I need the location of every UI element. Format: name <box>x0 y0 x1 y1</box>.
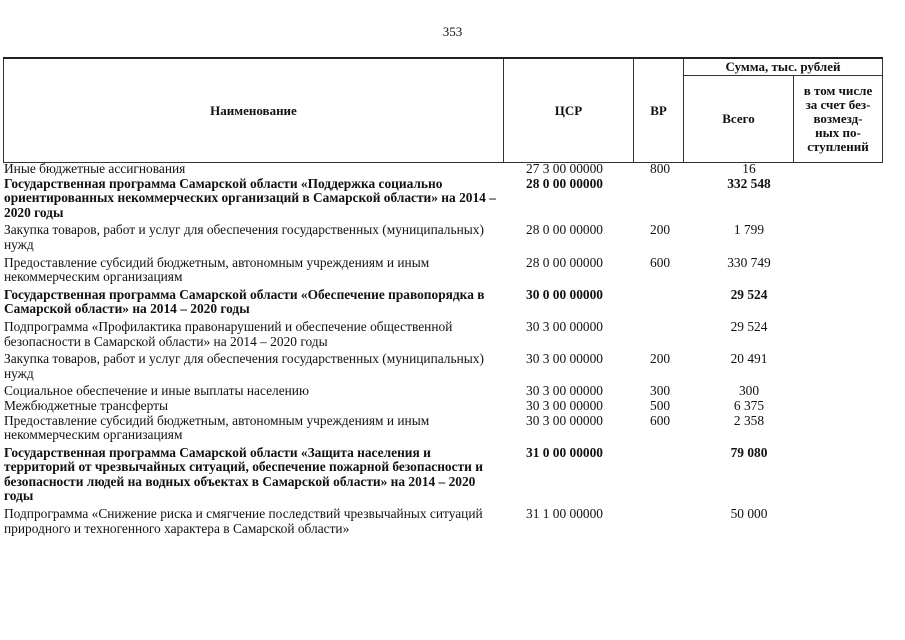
header-name: Наименование <box>4 58 504 163</box>
row-csr: 30 3 00 00000 <box>526 397 603 413</box>
table-row <box>4 162 882 177</box>
row-vr: 300 <box>650 383 671 399</box>
row-total: 29 524 <box>730 318 768 334</box>
row-name: Межбюджетные трансферты <box>4 397 168 413</box>
table-row <box>4 320 882 349</box>
row-vr: 500 <box>650 397 671 413</box>
row-csr: 30 3 00 00000 <box>526 383 603 399</box>
row-name: Закупка товаров, работ и услуг для обеспечения государственных (муниципальных) нужд <box>4 222 484 252</box>
header-vr: ВР <box>634 58 684 163</box>
page-number: 353 <box>442 24 463 39</box>
header-including-line: за счет без- <box>805 97 871 112</box>
row-vr: 600 <box>650 254 671 270</box>
row-name: Иные бюджетные ассигнования <box>4 161 186 176</box>
row-name: Подпрограмма «Снижение риска и смягчение последствий чрезвычайных ситуаций природного и техногенного характера в Самарской области» <box>4 506 483 536</box>
row-including <box>794 414 882 443</box>
row-vr: 800 <box>650 161 671 176</box>
row-including <box>794 288 882 317</box>
row-name: Предоставление субсидий бюджетным, автономным учреждениям и иным некоммерческим организациям <box>4 412 430 443</box>
row-including <box>794 320 882 349</box>
row-csr: 28 0 00 00000 <box>526 254 603 270</box>
header-including-line: возмезд- <box>813 111 863 126</box>
row-csr: 30 3 00 00000 <box>526 318 603 334</box>
table-row <box>4 446 882 504</box>
table-row <box>4 256 882 285</box>
row-name: Подпрограмма «Профилактика правонарушений и обеспечение общественной безопасности в Самарской области» на 2014 – 2020 годы <box>4 318 453 349</box>
table-row <box>4 507 882 536</box>
row-total: 330 749 <box>727 254 771 270</box>
table-row <box>4 288 882 317</box>
row-vr <box>634 288 704 317</box>
row-vr <box>634 177 704 221</box>
header-csr: ЦСР <box>504 58 634 163</box>
row-including <box>794 399 882 414</box>
row-including <box>794 177 882 221</box>
row-csr: 27 3 00 00000 <box>526 161 603 176</box>
row-vr <box>634 320 704 349</box>
row-csr: 28 0 00 00000 <box>526 222 603 238</box>
table-row <box>4 384 882 399</box>
row-total: 1 799 <box>733 222 765 238</box>
row-including <box>794 256 882 285</box>
row-csr: 31 1 00 00000 <box>526 506 603 522</box>
row-name: Государственная программа Самарской области «Обеспечение правопорядка в Самарской области» на 2014 – 2020 годы <box>4 286 485 317</box>
row-csr: 28 0 00 00000 <box>526 175 603 191</box>
row-including <box>794 162 882 177</box>
row-name: Государственная программа Самарской области «Защита населения и территорий от чрезвычайных ситуаций, обеспечение пожарной безопасности и безопасности людей на водных объектах в Самарской области» на 2014 – 2020 годы <box>4 444 483 504</box>
row-including <box>794 352 882 381</box>
row-csr: 30 3 00 00000 <box>526 351 603 367</box>
table-row <box>4 223 882 252</box>
header-sum-group: Сумма, тыс. рублей <box>684 58 883 76</box>
row-including <box>794 384 882 399</box>
row-csr: 31 0 00 00000 <box>526 444 603 460</box>
header-total: Всего <box>684 76 794 163</box>
header-including-line: ступлений <box>807 139 869 154</box>
table-row <box>4 399 882 414</box>
row-csr: 30 0 00 00000 <box>526 286 603 302</box>
table-row <box>4 414 882 443</box>
header-including-line: ных по- <box>815 125 861 140</box>
row-total: 332 548 <box>727 175 771 191</box>
row-total: 2 358 <box>733 412 765 428</box>
row-vr <box>634 446 704 504</box>
row-vr <box>634 507 704 536</box>
row-total: 300 <box>738 383 760 399</box>
table-row <box>4 352 882 381</box>
table-body <box>4 162 882 536</box>
row-vr: 200 <box>650 222 671 238</box>
row-including <box>794 446 882 504</box>
table-row <box>4 177 882 221</box>
row-total: 29 524 <box>730 286 768 302</box>
row-total: 20 491 <box>730 351 768 367</box>
row-total: 50 000 <box>730 506 768 522</box>
row-including <box>794 223 882 252</box>
row-name: Закупка товаров, работ и услуг для обеспечения государственных (муниципальных) нужд <box>4 351 484 381</box>
row-name: Государственная программа Самарской области «Поддержка социально ориентированных некоммерческих организаций в Самарской области» на 2014 – 2020 годы <box>4 175 496 220</box>
row-csr: 30 3 00 00000 <box>526 412 603 428</box>
row-vr: 600 <box>650 412 671 428</box>
header-including <box>794 76 883 163</box>
row-total: 79 080 <box>730 444 768 460</box>
row-total: 16 <box>742 161 756 176</box>
row-including <box>794 507 882 536</box>
header-including-line: в том числе <box>803 83 873 98</box>
table-header <box>3 57 883 163</box>
row-vr: 200 <box>650 351 671 367</box>
row-name: Социальное обеспечение и иные выплаты населению <box>4 383 309 399</box>
row-name: Предоставление субсидий бюджетным, автономным учреждениям и иным некоммерческим организациям <box>4 254 430 285</box>
row-total: 6 375 <box>733 397 765 413</box>
